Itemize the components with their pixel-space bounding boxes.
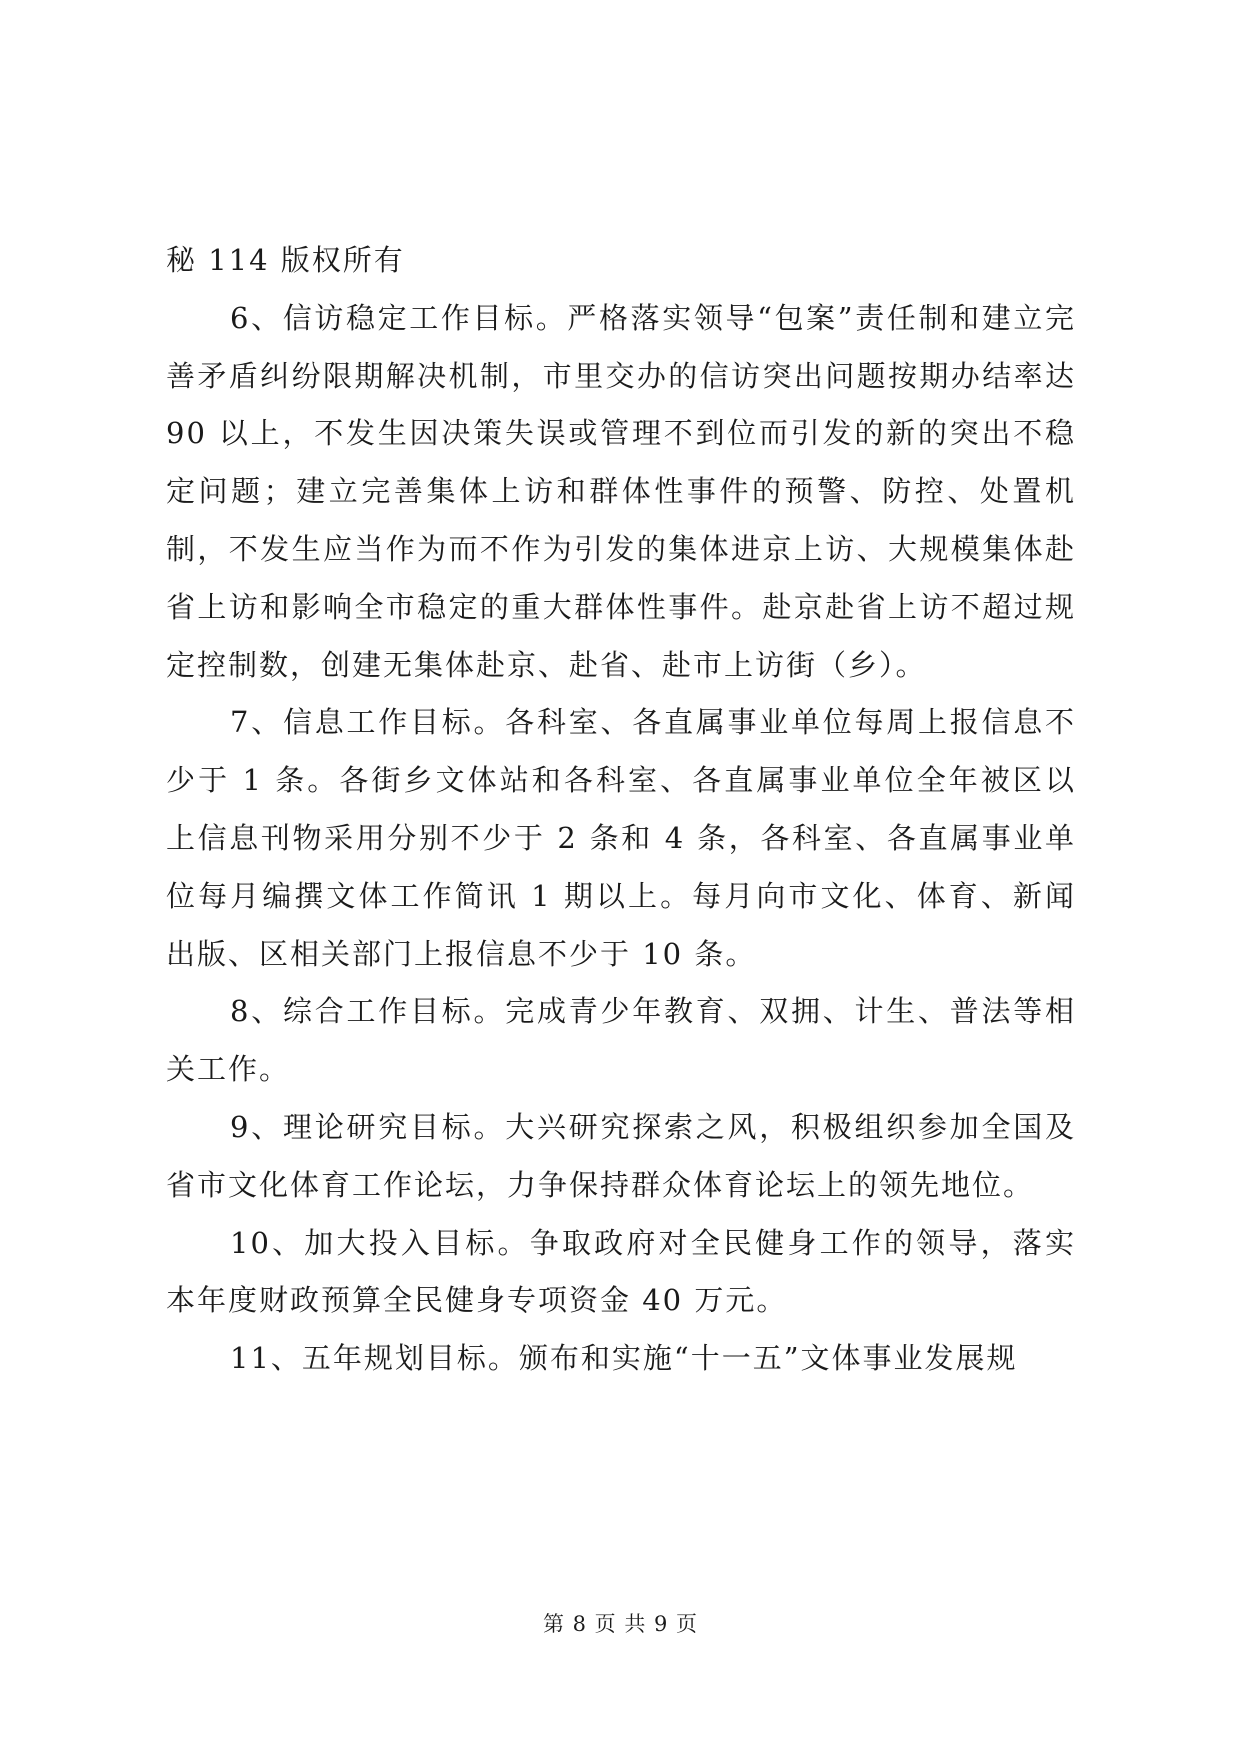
paragraph-item-10: 10、加大投入目标。争取政府对全民健身工作的领导，落实本年度财政预算全民健身专项资金 40 万元。: [166, 1225, 1076, 1318]
paragraph-item-9: 9、理论研究目标。大兴研究探索之风，积极组织参加全国及省市文化体育工作论坛，力争保持群众体育论坛上的领先地位。: [166, 1109, 1076, 1202]
paragraph-item-8: 8、综合工作目标。完成青少年教育、双拥、计生、普法等相关工作。: [166, 994, 1076, 1087]
body-text: [166, 232, 1076, 1388]
paragraph-source-note: 秘 114 版权所有: [166, 243, 405, 277]
paragraph-item-6: 6、信访稳定工作目标。严格落实领导“包案”责任制和建立完善矛盾纠纷限期解决机制，市里交办的信访突出问题按期办结率达 90 以上，不发生因决策失误或管理不到位而引发的新的突出不稳定问题；建立完善集体上访和群体性事件的预警、防控、处置机制，不发生应当作为而不作为引发的集体进京上访、大规模集体赴省上访和影响全市稳定的重大群体性事件。赴京赴省上访不超过规定控制数，创建无集体赴京、赴省、赴市上访街（乡）。: [166, 300, 1076, 682]
page-number-footer: 第 8 页 共 9 页: [542, 1612, 699, 1636]
paragraph-item-7: 7、信息工作目标。各科室、各直属事业单位每周上报信息不少于 1 条。各街乡文体站和各科室、各直属事业单位全年被区以上信息刊物采用分别不少于 2 条和 4 条，各科室、各直属事业单位每月编撰文体工作简讯 1 期以上。每月向市文化、体育、新闻出版、区相关部门上报信息不少于 10 条。: [166, 705, 1076, 971]
paragraph-item-11: 11、五年规划目标。颁布和实施“十一五”文体事业发展规: [230, 1341, 1018, 1376]
